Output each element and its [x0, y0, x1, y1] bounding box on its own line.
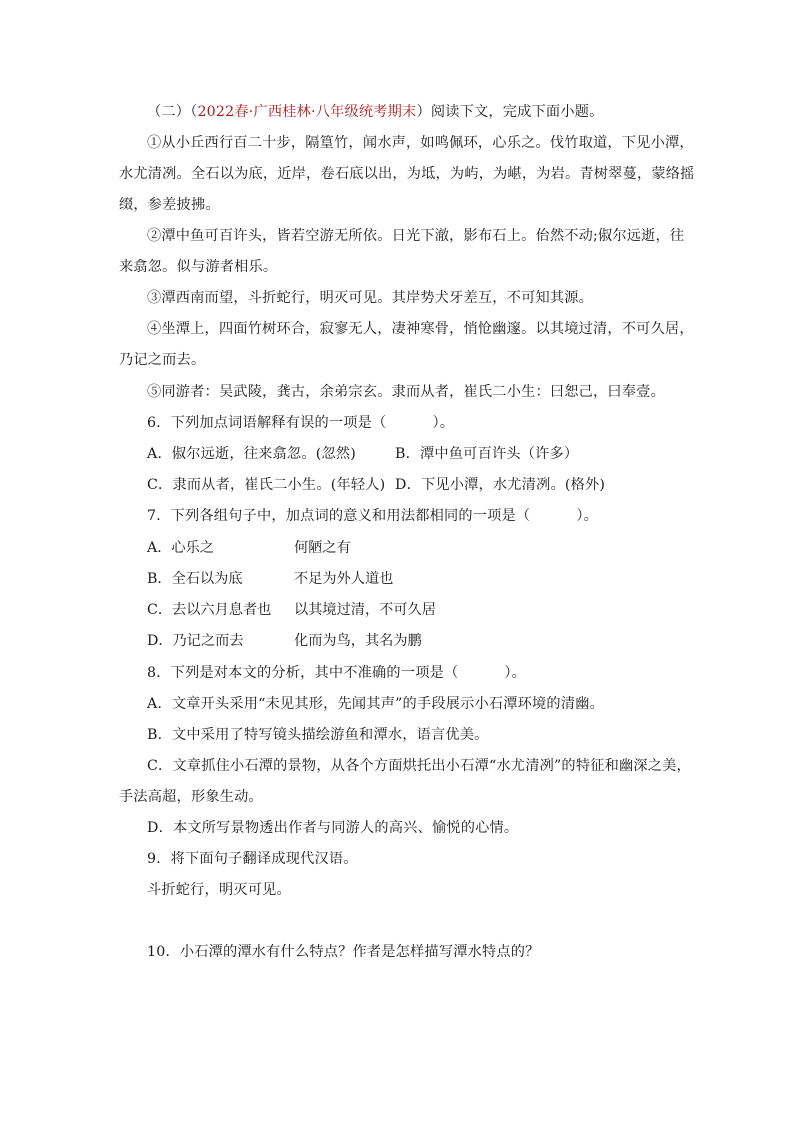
q7-option-row	[0, 538, 794, 558]
passage-p4-line2: 乃记之而去。	[119, 352, 206, 368]
q9-sentence: 斗折蛇行，明灭可见。	[147, 882, 291, 898]
q7-option-right: 不足为外人道也	[294, 571, 394, 587]
q7-stem: 7．下列各组句子中，加点词的意义和用法都相同的一项是（ ）。	[147, 508, 598, 524]
intro-prefix: （二）（	[147, 104, 198, 120]
q8-option-c-line1: C．文章抓住小石潭的景物，从各个方面烘托出小石潭“水尤清冽”的特征和幽深之美，	[147, 758, 691, 774]
passage-p2-line2: 来翕忽。似与游者相乐。	[119, 259, 278, 275]
q8-option-b: B．文中采用了特写镜头描绘游鱼和潭水，语言优美。	[147, 727, 489, 743]
passage-p1-line3: 缀，参差披拂。	[119, 197, 220, 213]
passage-p2-line1: ②潭中鱼可百许头，皆若空游无所依。日光下澈，影布石上。佁然不动;俶尔远逝，往	[147, 228, 685, 244]
q7-option-row	[0, 600, 794, 620]
q6-option-b: B．潭中鱼可百许头（许多）	[395, 446, 579, 462]
q6-options-cd	[147, 475, 605, 495]
q8-option-a: A．文章开头采用“未见其形，先闻其声”的手段展示小石潭环境的清幽。	[147, 696, 604, 712]
q6-option-a: A．俶尔远逝，往来翕忽。(忽然)	[147, 446, 356, 462]
q9-stem: 9．将下面句子翻译成现代汉语。	[147, 851, 358, 867]
q6-option-c: C．隶而从者，崔氏二小生。(年轻人)	[147, 477, 386, 493]
passage-p3-line1: ③潭西南而望，斗折蛇行，明灭可见。其岸势犬牙差互，不可知其源。	[147, 290, 594, 306]
q8-option-c-line2: 手法高超，形象生动。	[119, 789, 263, 805]
q7-option-left: B．全石以为底	[147, 571, 243, 587]
q7-option-left: A．心乐之	[147, 540, 214, 556]
q7-option-row	[0, 569, 794, 589]
q7-option-left: C．去以六月息者也	[147, 602, 272, 618]
q7-option-right: 以其境过清，不可久居	[294, 602, 436, 618]
section-intro	[147, 102, 603, 122]
source-label: 2022春·广西桂林·八年级统考期末	[197, 104, 417, 120]
q8-stem: 8．下列是对本文的分析，其中不准确的一项是（ ）。	[147, 665, 527, 681]
q6-options-ab	[147, 444, 578, 464]
q6-stem: 6．下列加点词语解释有误的一项是（ ）。	[147, 415, 455, 431]
passage-p1-line2: 水尤清冽。全石以为底，近岸，卷石底以出，为坻，为屿，为嵁，为岩。青树翠蔓，蒙络摇	[119, 166, 695, 182]
passage-p4-line1: ④坐潭上，四面竹树环合，寂寥无人，凄神寒骨，悄怆幽邃。以其境过清，不可久居，	[147, 321, 694, 337]
q8-option-d: D．本文所写景物透出作者与同游人的高兴、愉悦的心情。	[147, 820, 519, 836]
passage-p1-line1: ①从小丘西行百二十步，隔篁竹，闻水声，如鸣佩环，心乐之。伐竹取道，下见小潭，	[147, 135, 694, 151]
q7-option-row	[0, 631, 794, 651]
q7-option-left: D．乃记之而去	[147, 633, 244, 649]
q7-option-right: 化而为鸟，其名为鹏	[294, 633, 422, 649]
q6-option-d: D．下见小潭，水尤清冽。(格外)	[395, 477, 606, 493]
q10-stem: 10．小石潭的潭水有什么特点？作者是怎样描写潭水特点的？	[147, 944, 540, 960]
intro-suffix: ）阅读下文，完成下面小题。	[416, 104, 604, 120]
q7-option-right: 何陋之有	[294, 540, 351, 556]
passage-p5-line1: ⑤同游者：吴武陵，龚古，余弟宗玄。隶而从者，崔氏二小生：曰恕己，曰奉壹。	[147, 384, 665, 400]
